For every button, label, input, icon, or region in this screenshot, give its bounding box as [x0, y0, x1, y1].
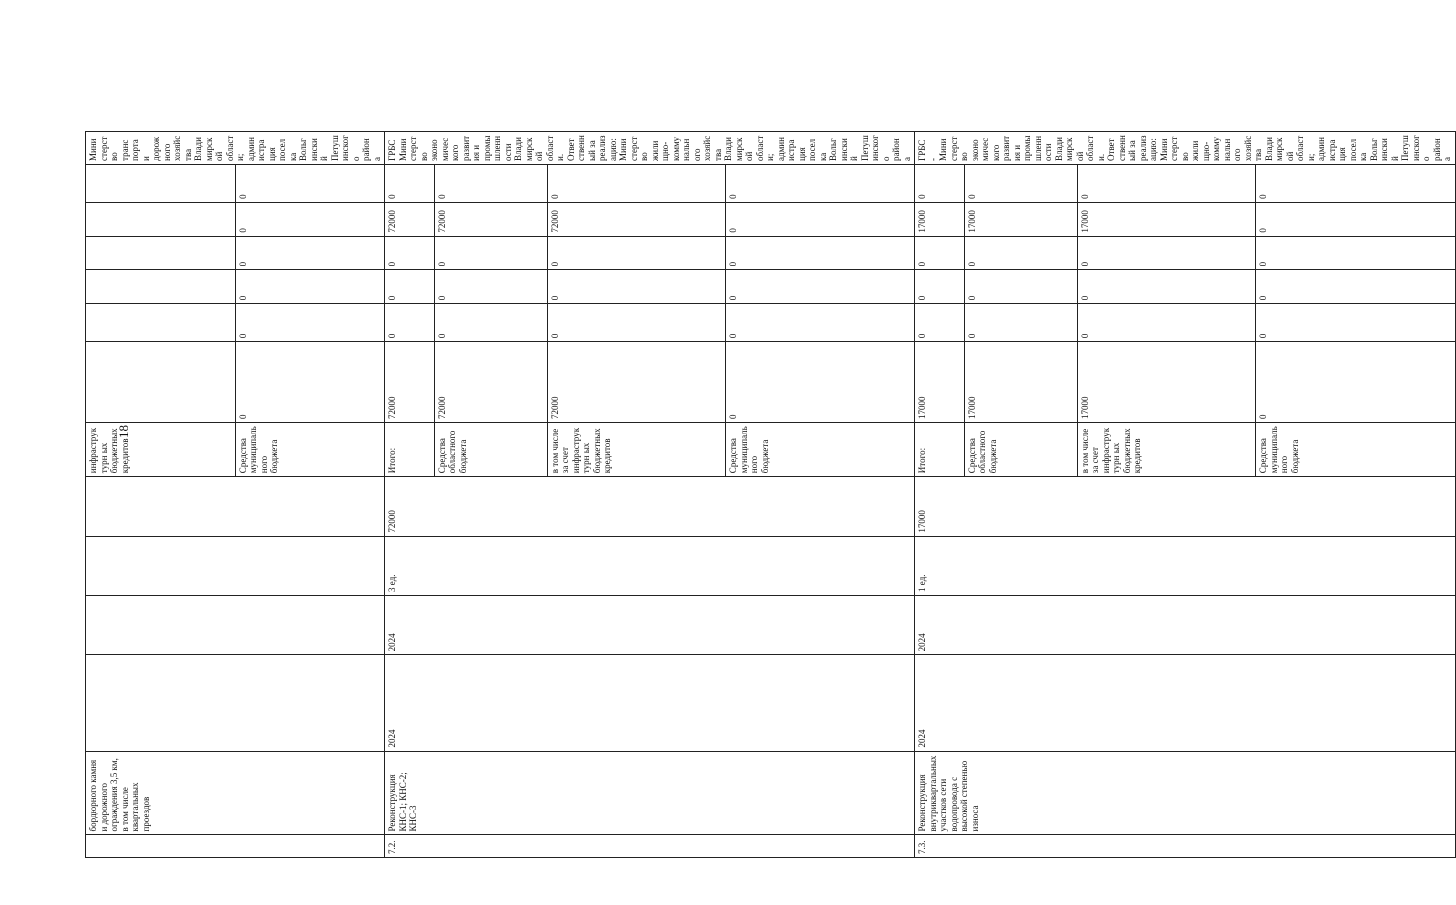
value-cell: 0 — [235, 164, 385, 202]
start-cell: 2024 — [385, 655, 915, 751]
value-cell: 0 — [235, 342, 385, 423]
source-label: Итого: — [915, 422, 965, 476]
value-cell: 0 — [726, 164, 915, 202]
name-cell: Реконструкция внутриквартальных участков сети водопровода с высокой степенью износа — [915, 751, 1456, 835]
value-cell: 0 — [385, 304, 435, 342]
num-cell — [86, 835, 385, 858]
value-cell: 0 — [915, 304, 965, 342]
value-cell — [86, 164, 236, 202]
source-label: Средства муниципального бюджета — [235, 422, 385, 476]
table-row — [86, 41, 236, 858]
table-row — [915, 41, 965, 858]
value-cell: 0 — [385, 270, 435, 304]
source-label: Итого: — [385, 422, 435, 476]
end-cell: 2024 — [385, 595, 915, 654]
value-cell: 0 — [964, 236, 1077, 270]
value-cell: 0 — [726, 236, 915, 270]
source-label: Средства областного бюджета — [964, 422, 1077, 476]
table-row — [385, 41, 435, 858]
value-cell: 72000 — [547, 342, 725, 423]
rotated-table-container — [85, 40, 1452, 858]
source-label: в том числе за счет инфраструктурн ых бюджетных кредитов — [1077, 422, 1255, 476]
value-cell: 0 — [964, 164, 1077, 202]
value-cell: 0 — [434, 304, 547, 342]
value-cell: 17000 — [964, 342, 1077, 423]
value-cell: 0 — [235, 202, 385, 236]
value-cell: 0 — [434, 270, 547, 304]
value-cell: 0 — [235, 236, 385, 270]
value-cell: 17000 — [915, 202, 965, 236]
value-cell: 0 — [547, 304, 725, 342]
source-label: в том числе за счет инфраструктурн ых бюджетных кредитов — [547, 422, 725, 476]
value-cell: 0 — [385, 236, 435, 270]
value-cell — [86, 304, 236, 342]
value-cell: 0 — [915, 270, 965, 304]
value-cell: 0 — [385, 164, 435, 202]
total-cell: 17000 — [915, 477, 1456, 536]
value-cell: 72000 — [385, 342, 435, 423]
total-cell — [86, 477, 385, 536]
value-cell: 0 — [1256, 270, 1455, 304]
value-cell: 72000 — [434, 202, 547, 236]
value-cell: 17000 — [915, 342, 965, 423]
value-cell: 0 — [726, 270, 915, 304]
value-cell: 0 — [235, 270, 385, 304]
value-cell: 0 — [547, 236, 725, 270]
responsible-cell: Министерство транспорта и дорожного хозяйства Владимирской области; администрация поселка Вольгинский Петушинского района — [86, 132, 385, 165]
responsible-cell: ГРБС - Министерство экономического развития и промышленности Владимирской области. Ответственный за реализацию: Министерство жилищно-коммунального хозяйства Владимирской области; администрация поселка Вольгинский Петушинского района — [915, 132, 1456, 165]
value-cell — [86, 236, 236, 270]
total-cell: 72000 — [385, 477, 915, 536]
value-cell: 0 — [434, 164, 547, 202]
qty-cell: 3 ед. — [385, 536, 915, 595]
value-cell: 0 — [726, 342, 915, 423]
value-cell: 0 — [1256, 202, 1455, 236]
budget-table — [85, 40, 1456, 858]
value-cell: 0 — [964, 304, 1077, 342]
value-cell: 0 — [1256, 304, 1455, 342]
qty-cell: 1 ед. — [915, 536, 1456, 595]
source-label: Средства муниципального бюджета — [726, 422, 915, 476]
start-cell: 2024 — [915, 655, 1456, 751]
value-cell — [86, 270, 236, 304]
end-cell: 2024 — [915, 595, 1456, 654]
value-cell: 0 — [1077, 270, 1255, 304]
page-number: 18 — [116, 425, 131, 438]
responsible-cell: ГРБС Министерство экономического развития и промышленности Владимирской области. Ответственный за реализацию: Министерство жилищно-коммунального хозяйства Владимирской области; администрация поселка Вольгинский Петушинского района — [385, 132, 915, 165]
value-cell: 72000 — [385, 202, 435, 236]
row-number: 7.2. — [385, 835, 915, 858]
value-cell: 0 — [726, 304, 915, 342]
value-cell: 72000 — [547, 202, 725, 236]
value-cell: 0 — [1077, 164, 1255, 202]
value-cell: 0 — [726, 202, 915, 236]
row-number: 7.3. — [915, 835, 1456, 858]
source-label: инфраструктурн ых бюджетных кредитов — [86, 422, 236, 476]
value-cell: 72000 — [434, 342, 547, 423]
value-cell — [86, 202, 236, 236]
value-cell: 0 — [964, 270, 1077, 304]
value-cell — [86, 342, 236, 423]
value-cell: 0 — [915, 164, 965, 202]
value-cell: 0 — [1256, 164, 1455, 202]
value-cell: 0 — [915, 236, 965, 270]
value-cell: 0 — [1077, 236, 1255, 270]
source-label: Средства муниципального бюджета — [1256, 422, 1455, 476]
value-cell: 0 — [547, 270, 725, 304]
value-cell: 0 — [547, 164, 725, 202]
name-cell: бордюрного камня и дорожного ограждения 3,5 км, в том числе квартальных проездов — [86, 751, 385, 835]
value-cell: 17000 — [1077, 202, 1255, 236]
value-cell: 0 — [1256, 342, 1455, 423]
value-cell: 17000 — [964, 202, 1077, 236]
source-label: Средства областного бюджета — [434, 422, 547, 476]
name-cell: Реконструкция КНС-1; КНС-2; КНС-3 — [385, 751, 915, 835]
qty-cell — [86, 536, 385, 595]
value-cell: 0 — [1256, 236, 1455, 270]
end-cell — [86, 595, 385, 654]
value-cell: 0 — [235, 304, 385, 342]
value-cell: 0 — [1077, 304, 1255, 342]
start-cell — [86, 655, 385, 751]
value-cell: 17000 — [1077, 342, 1255, 423]
value-cell: 0 — [434, 236, 547, 270]
